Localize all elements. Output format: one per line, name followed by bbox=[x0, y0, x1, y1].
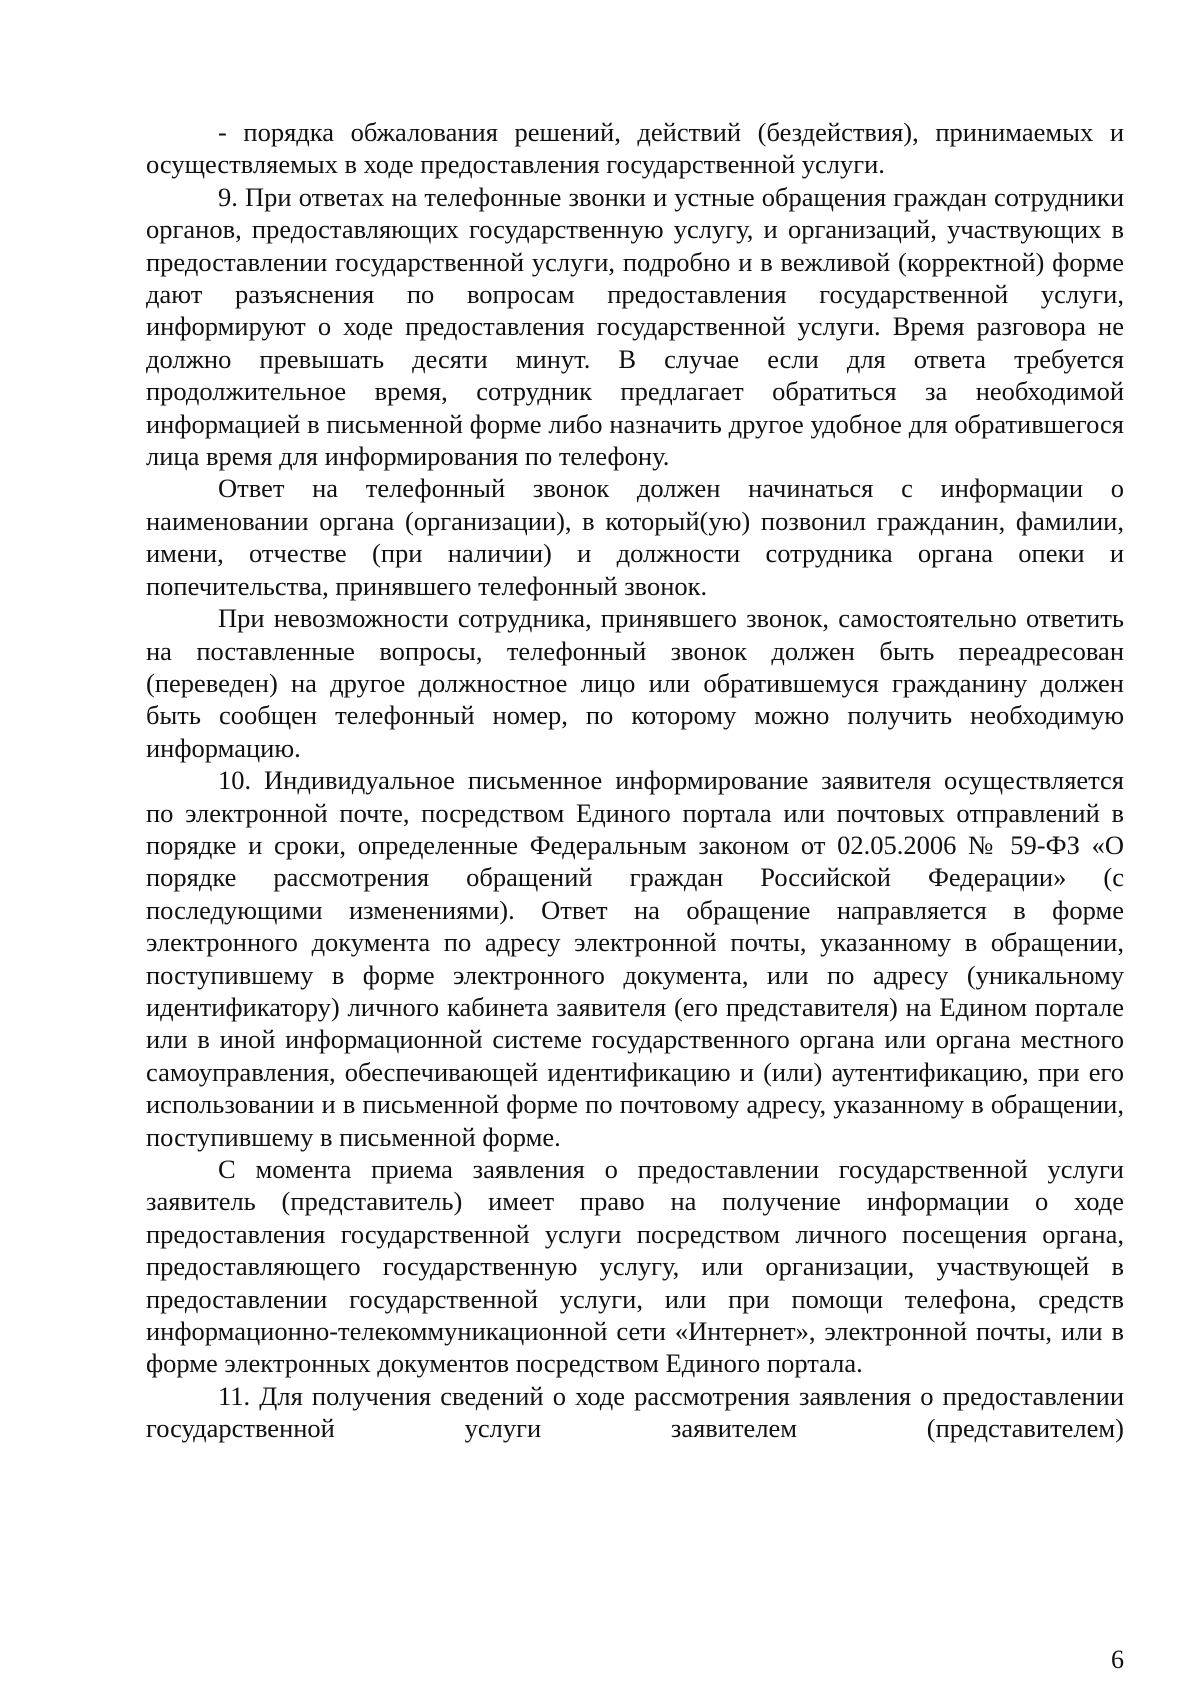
paragraph-application-status: С момента приема заявления о предоставлении государственной услуги заявитель (представитель) имеет право на получение информации о ходе предоставления государственной услуги посредством личного посещения органа, предоставляющего государственную услугу, или организации, участвующей в предоставлении государственной услуги, или при помощи телефона, средств информационно-телекоммуникационной сети «Интернет», электронной почты, или в форме электронных документов посредством Единого портала. bbox=[146, 1154, 1124, 1379]
paragraph-phone-answer: Ответ на телефонный звонок должен начинаться с информации о наименовании органа (организации), в который(ую) позвонил гражданин, фамилии, имени, отчестве (при наличии) и должности сотрудника органа опеки и попечительства, принявшего телефонный звонок. bbox=[146, 473, 1124, 601]
document-body bbox=[146, 116, 1124, 1445]
paragraph-11-status-info: 11. Для получения сведений о ходе рассмотрения заявления о предоставлении государственной услуги заявителем (представителем) bbox=[146, 1380, 1124, 1444]
paragraph-call-redirect: При невозможности сотрудника, принявшего звонок, самостоятельно ответить на поставленные вопросы, телефонный звонок должен быть переадресован (переведен) на другое должностное лицо или обратившемуся гражданину должен быть сообщен телефонный номер, по которому можно получить необходимую информацию. bbox=[146, 603, 1124, 763]
paragraph-appeal-procedure: - порядка обжалования решений, действий (бездействия), принимаемых и осуществляемых в ходе предоставления государственной услуги. bbox=[146, 117, 1124, 180]
page-number: 6 bbox=[1111, 1645, 1124, 1674]
paragraph-9-phone-inquiries: 9. При ответах на телефонные звонки и устные обращения граждан сотрудники органов, предоставляющих государственную услугу, и организаций, участвующих в предоставлении государственной услуги, подробно и в вежливой (корректной) форме дают разъяснения по вопросам предоставления государственной услуги, информируют о ходе предоставления государственной услуги. Время разговора не должно превышать десяти минут. В случае если для ответа требуется продолжительное время, сотрудник предлагает обратиться за необходимой информацией в письменной форме либо назначить другое удобное для обратившегося лица время для информирования по телефону. bbox=[146, 181, 1124, 472]
paragraph-10-written-informing: 10. Индивидуальное письменное информирование заявителя осуществляется по электронной почте, посредством Единого портала или почтовых отправлений в порядке и сроки, определенные Федеральным законом от 02.05.2006 № 59-ФЗ «О порядке рассмотрения обращений граждан Российской Федерации» (с последующими изменениями). Ответ на обращение направляется в форме электронного документа по адресу электронной почты, указанному в обращении, поступившему в форме электронного документа, или по адресу (уникальному идентификатору) личного кабинета заявителя (его представителя) на Едином портале или в иной информационной системе государственного органа или органа местного самоуправления, обеспечивающей идентификацию и (или) аутентификацию, при его использовании и в письменной форме по почтовому адресу, указанному в обращении, поступившему в письменной форме. bbox=[146, 765, 1124, 1152]
